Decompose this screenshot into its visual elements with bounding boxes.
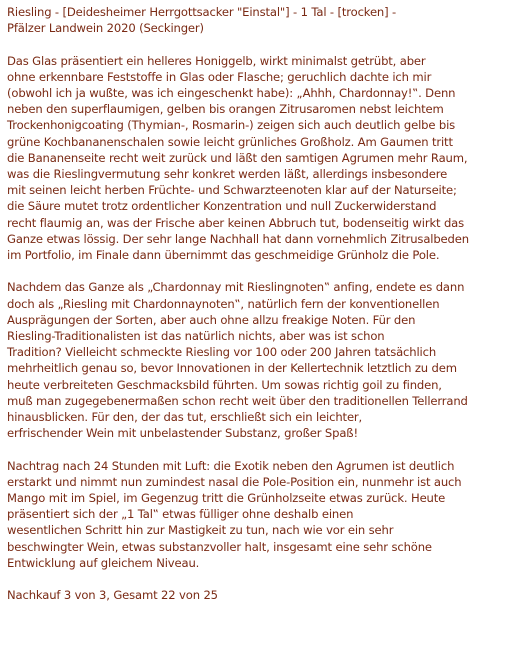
text-line: erfrischender Wein mit unbelastender Substanz, großer Spaß! [7,426,358,441]
text-line: Nachdem das Ganze als „Chardonnay mit Rieslingnoten‟ anfing, endete es dann [7,280,465,295]
text-line: muß man zugegebenermaßen schon recht weit über den traditionellen Tellerrand [7,393,468,408]
text-line: Tradition? Vielleicht schmeckte Riesling vor 100 oder 200 Jahren tatsächlich [7,345,437,360]
text-line: im Portfolio, im Finale dann übernimmt das geschmeidige Grünholz die Pole. [7,248,440,263]
text-line: Trockenhonigcoating (Thymian-, Rosmarin-) zeigen sich auch deutlich gelbe bis [7,118,456,133]
wine-title [7,4,503,36]
text-line: präsentiert sich der „1 Tal‟ etwas fülliger ohne deshalb einen [7,507,354,522]
text-line: Mango mit im Spiel, im Gegenzug tritt die Grünholzseite etwas zurück. Heute [7,491,446,506]
text-line: was die Rieslingvermutung sehr konkret werden läßt, allerdings insbesondere [7,167,448,182]
text-line: Entwicklung auf gleichem Niveau. [7,555,200,570]
tasting-paragraph [7,53,503,264]
text-line: Das Glas präsentiert ein helleres Honiggelb, wirkt minimalst getrübt, aber [7,53,426,68]
text-line: mehrheitlich genau so, bevor Innovationen in der Kellertechnik letztlich zu dem [7,361,457,376]
text-line: die Bananenseite recht weit zurück und läßt den samtigen Agrumen mehr Raum, [7,150,468,165]
text-line: Nachtrag nach 24 Stunden mit Luft: die Exotik neben den Agrumen ist deutlich [7,458,455,473]
review-text [7,4,503,603]
text-line: Ausprägungen der Sorten, aber auch ohne allzu freakige Noten. Für den [7,312,416,327]
text-line: grüne Kochbananenschalen sowie leicht grünliches Großholz. Am Gaumen tritt [7,134,453,149]
text-line: erstarkt und nimmt nun zumindest nasal die Pole-Position ein, nunmehr ist auch [7,474,462,489]
text-line: recht flaumig an, was der Frische aber keinen Abbruch tut, bodenseitig wirkt das [7,215,465,230]
text-line: Ganze etwas lössig. Der sehr lange Nachhall hat dann vornehmlich Zitrusalbeden [7,231,469,246]
addendum-paragraph [7,458,503,571]
title-line: Pfälzer Landwein 2020 (Seckinger) [7,21,204,36]
text-line: wesentlichen Schritt hin zur Mastigkeit zu tun, nach wie vor ein sehr [7,523,394,538]
purchase-count [7,587,503,603]
text-line: beschwingter Wein, etwas substanzvoller halt, insgesamt eine sehr schöne [7,539,432,554]
title-line: Riesling - [Deidesheimer Herrgottsacker "Einstal"] - 1 Tal - [trocken] - [7,5,397,19]
verdict-paragraph [7,279,503,441]
text-line: mit seinen leicht herben Früchte- und Schwarzteenoten klar auf der Naturseite; [7,183,457,198]
text-line: heute verbreiteten Geschmacksbild führten. Um sowas richtig goil zu finden, [7,377,442,392]
text-line: neben den superflaumigen, gelben bis orangen Zitrusaromen nebst leichtem [7,102,444,117]
text-line: (obwohl ich ja wußte, was ich eingeschenkt habe): „Ahhh, Chardonnay!‟. Denn [7,86,456,100]
text-line: doch als „Riesling mit Chardonnaynoten‟, natürlich fern der konventionellen [7,296,440,311]
text-line: die Säure mutet trotz ordentlicher Konzentration und null Zuckerwiderstand [7,199,437,214]
text-line: ohne erkennbare Feststoffe in Glas oder Flasche; geruchlich dachte ich mir [7,69,432,84]
text-line: Riesling-Traditionalisten ist das natürlich nichts, aber was ist schon [7,329,385,344]
footer-line: Nachkauf 3 von 3, Gesamt 22 von 25 [7,588,218,603]
text-line: hinausblicken. Für den, der das tut, erschließt sich ein leichter, [7,410,363,425]
